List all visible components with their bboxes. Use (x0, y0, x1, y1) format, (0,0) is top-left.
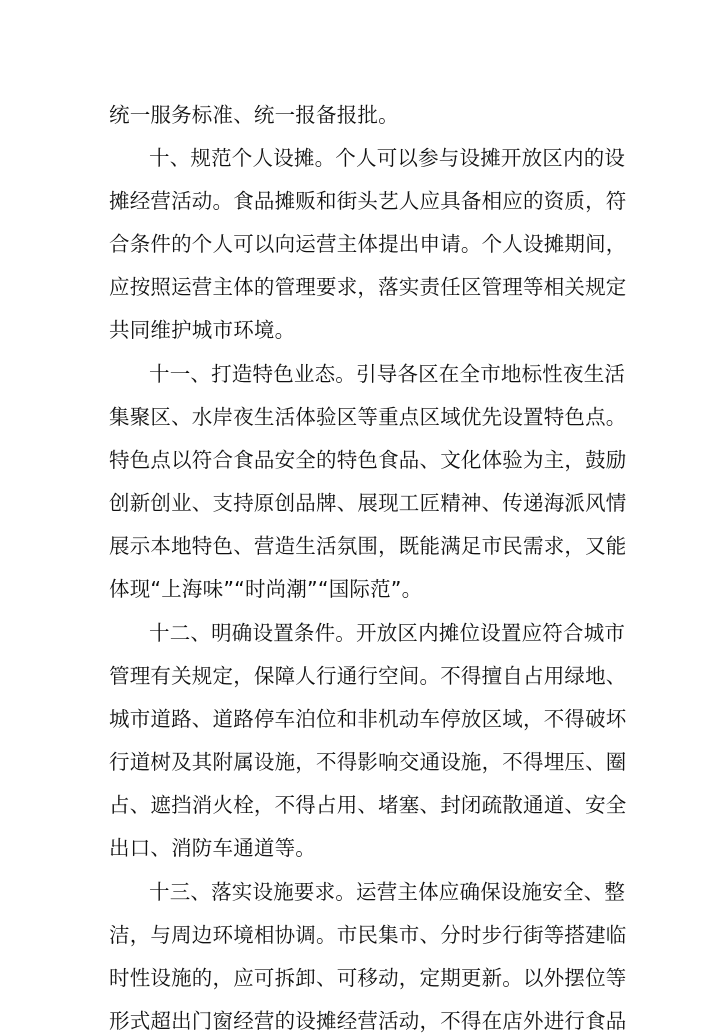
text-line: 统一服务标准、统一报备报批。 (109, 103, 399, 127)
text-line: 洁，与周边环境相协调。市民集市、分时步行街等搭建临 (109, 923, 627, 947)
paragraph-10-heading-line: 十、规范个人设摊。个人可以参与设摊开放区内的设 (149, 146, 626, 170)
paragraph-12-heading-line: 十二、明确设置条件。开放区内摊位设置应符合城市 (149, 621, 626, 645)
text-line: 合条件的个人可以向运营主体提出申请。个人设摊期间， (109, 232, 627, 256)
text-line: 体现“上海味”“时尚潮”“国际范”。 (109, 577, 423, 601)
text-line: 展示本地特色、营造生活氛围，既能满足市民需求，又能 (109, 534, 627, 558)
text-line: 形式超出门窗经营的设摊经营活动，不得在店外进行食品 (109, 1009, 627, 1033)
text-line: 占、遮挡消火栓，不得占用、堵塞、封闭疏散通道、安全 (109, 793, 627, 817)
text-line: 管理有关规定，保障人行通行空间。不得擅自占用绿地、 (109, 664, 627, 688)
text-line: 应按照运营主体的管理要求，落实责任区管理等相关规定 (109, 275, 627, 299)
paragraph-11-heading-line: 十一、打造特色业态。引导各区在全市地标性夜生活 (149, 362, 626, 386)
text-line: 城市道路、道路停车泊位和非机动车停放区域，不得破坏 (109, 707, 627, 731)
text-line: 共同维护城市环境。 (109, 318, 296, 342)
text-line: 集聚区、水岸夜生活体验区等重点区域优先设置特色点。 (109, 405, 627, 429)
text-line: 特色点以符合食品安全的特色食品、文化体验为主，鼓励 (109, 448, 627, 472)
paragraph-13-heading-line: 十三、落实设施要求。运营主体应确保设施安全、整 (149, 880, 626, 904)
text-line: 行道树及其附属设施，不得影响交通设施，不得埋压、圈 (109, 750, 627, 774)
text-line: 创新创业、支持原创品牌、展现工匠精神、传递海派风情 (109, 491, 627, 515)
text-line: 出口、消防车通道等。 (109, 836, 316, 860)
text-line: 摊经营活动。食品摊贩和街头艺人应具备相应的资质，符 (109, 189, 627, 213)
text-line: 时性设施的，应可拆卸、可移动，定期更新。以外摆位等 (109, 966, 627, 990)
